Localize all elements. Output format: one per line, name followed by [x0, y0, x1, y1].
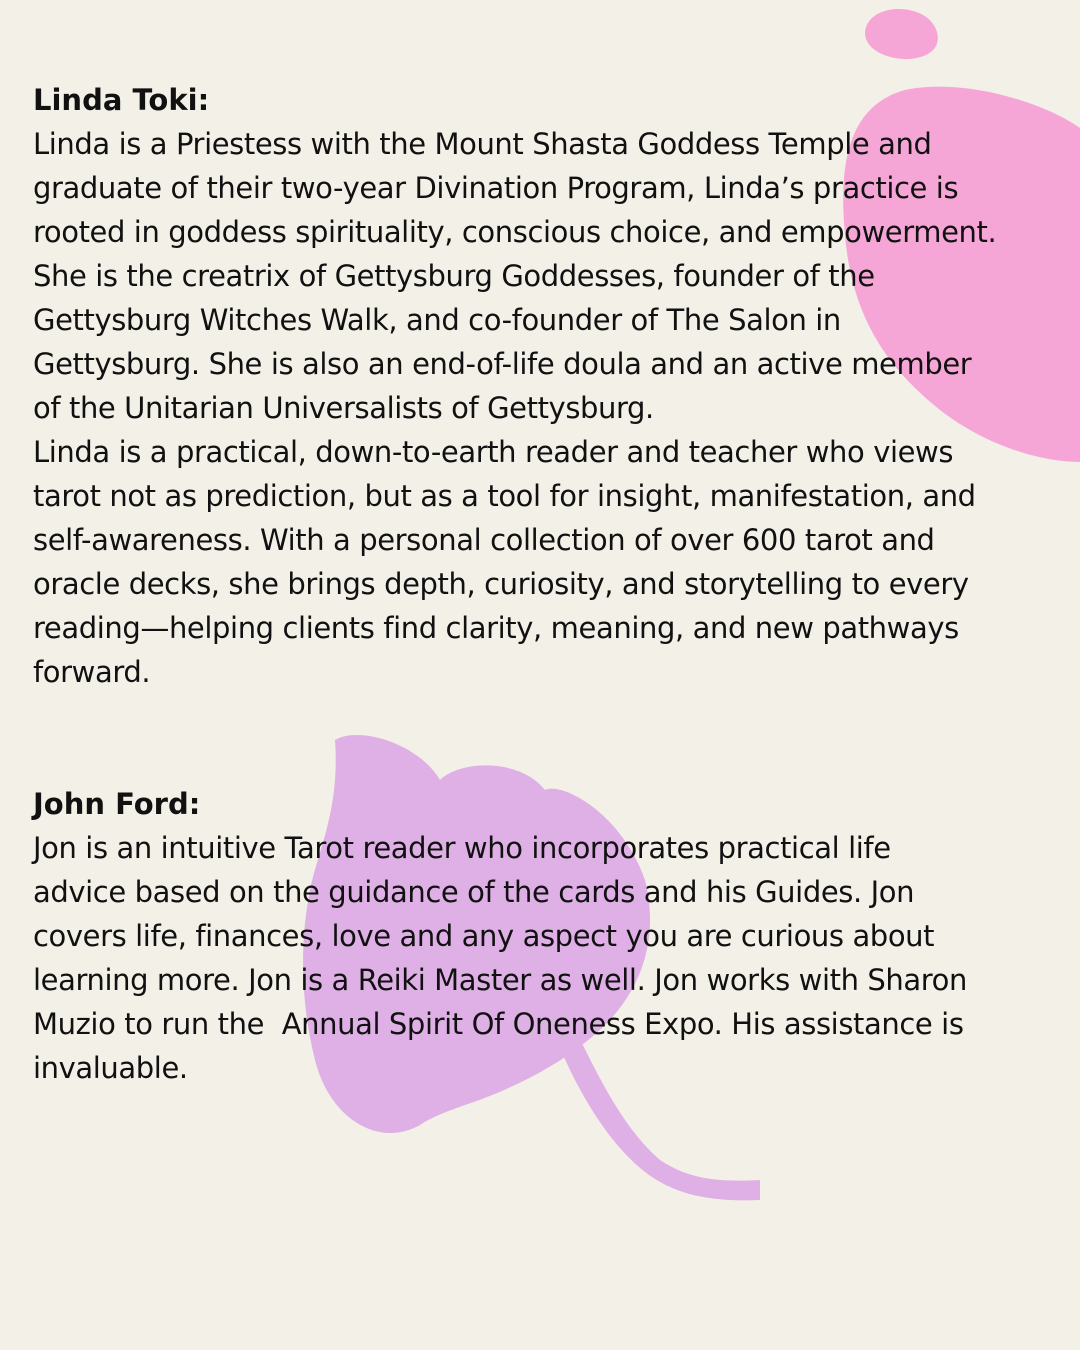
bio-text-line: advice based on the guidance of the cards and his Guides. Jon: [33, 875, 915, 909]
bio-text-line: She is the creatrix of Gettysburg Goddesses, founder of the: [33, 259, 875, 293]
small-pink-blob-shape: [865, 9, 938, 59]
bio-text-line: graduate of their two-year Divination Program, Linda’s practice is: [33, 171, 959, 205]
section-spacer: [33, 694, 1073, 782]
bio-text-line: invaluable.: [33, 1051, 188, 1085]
bio-text-line: Gettysburg Witches Walk, and co-founder of The Salon in: [33, 303, 841, 337]
bio-text-line: rooted in goddess spirituality, conscious choice, and empowerment.: [33, 215, 997, 249]
bio-text-line: Muzio to run the Annual Spirit Of Oneness Expo. His assistance is: [33, 1007, 964, 1041]
bio-text-line: self-awareness. With a personal collection of over 600 tarot and: [33, 523, 935, 557]
bio-text-line: Gettysburg. She is also an end-of-life doula and an active member: [33, 347, 972, 381]
bio-text-line: Jon is an intuitive Tarot reader who incorporates practical life: [33, 831, 891, 865]
bio-text-line: of the Unitarian Universalists of Gettysburg.: [33, 391, 654, 425]
bio-linda-toki: [33, 78, 1073, 694]
bios-content: [33, 78, 1073, 1090]
bio-text-line: reading—helping clients find clarity, meaning, and new pathways: [33, 611, 959, 645]
bio-text-line: Linda is a Priestess with the Mount Shasta Goddess Temple and: [33, 127, 932, 161]
bio-text-line: covers life, finances, love and any aspect you are curious about: [33, 919, 935, 953]
bio-name: John Ford:: [33, 787, 201, 821]
bio-john-ford: [33, 782, 1073, 1090]
bio-text-line: learning more. Jon is a Reiki Master as well. Jon works with Sharon: [33, 963, 967, 997]
bio-text-line: oracle decks, she brings depth, curiosity, and storytelling to every: [33, 567, 969, 601]
bio-name: Linda Toki:: [33, 83, 210, 117]
bio-text-line: tarot not as prediction, but as a tool for insight, manifestation, and: [33, 479, 976, 513]
bio-text-line: forward.: [33, 655, 151, 689]
bio-text-line: Linda is a practical, down-to-earth reader and teacher who views: [33, 435, 954, 469]
